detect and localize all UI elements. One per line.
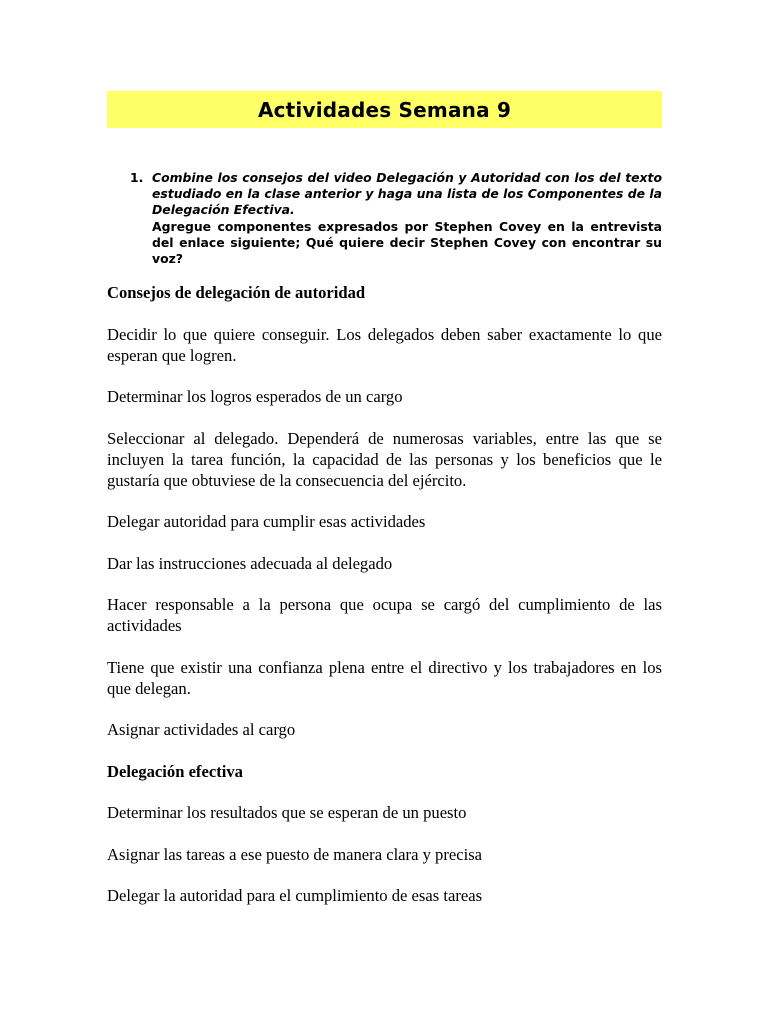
paragraph: Asignar actividades al cargo	[107, 720, 296, 739]
paragraph: Delegar autoridad para cumplir esas actividades	[107, 512, 426, 531]
paragraph: Determinar los resultados que se esperan de un puesto	[107, 803, 467, 822]
section-heading-delegacion-efectiva: Delegación efectiva	[107, 761, 243, 781]
paragraph: Tiene que existir una confianza plena entre el directivo y los trabajadores en los que delegan.	[107, 657, 662, 698]
paragraph: Delegar la autoridad para el cumplimiento de esas tareas	[107, 886, 483, 905]
question-item	[130, 170, 662, 267]
question-italic-text: Combine los consejos del video Delegación y Autoridad con los del texto estudiado en la clase anterior y haga una lista de los Componentes de la Delegación Efectiva.	[152, 170, 662, 218]
section-heading-consejos: Consejos de delegación de autoridad	[107, 283, 366, 302]
title-band	[107, 91, 662, 128]
paragraph: Dar las instrucciones adecuada al delegado	[107, 553, 393, 573]
paragraph: Asignar las tareas a ese puesto de manera clara y precisa	[107, 844, 483, 864]
question-number: 1.	[130, 170, 144, 185]
paragraph: Seleccionar al delegado. Dependerá de numerosas variables, entre las que se incluyen la tarea función, la capacidad de las personas y los beneficios que le gustaría que obtuviese de la consecuencia del ejército.	[107, 428, 662, 490]
question-body	[152, 170, 662, 267]
page-title: Actividades Semana 9	[257, 97, 512, 122]
paragraph: Determinar los logros esperados de un cargo	[107, 387, 403, 406]
document-content	[107, 282, 662, 927]
question-plain-text: Agregue componentes expresados por Stephen Covey en la entrevista del enlace siguiente; Qué quiere decir Stephen Covey con encontrar su voz?	[152, 218, 662, 267]
paragraph: Decidir lo que quiere conseguir. Los delegados deben saber exactamente lo que esperan que logren.	[107, 324, 662, 365]
paragraph: Hacer responsable a la persona que ocupa se cargó del cumplimiento de las actividades	[107, 595, 662, 635]
